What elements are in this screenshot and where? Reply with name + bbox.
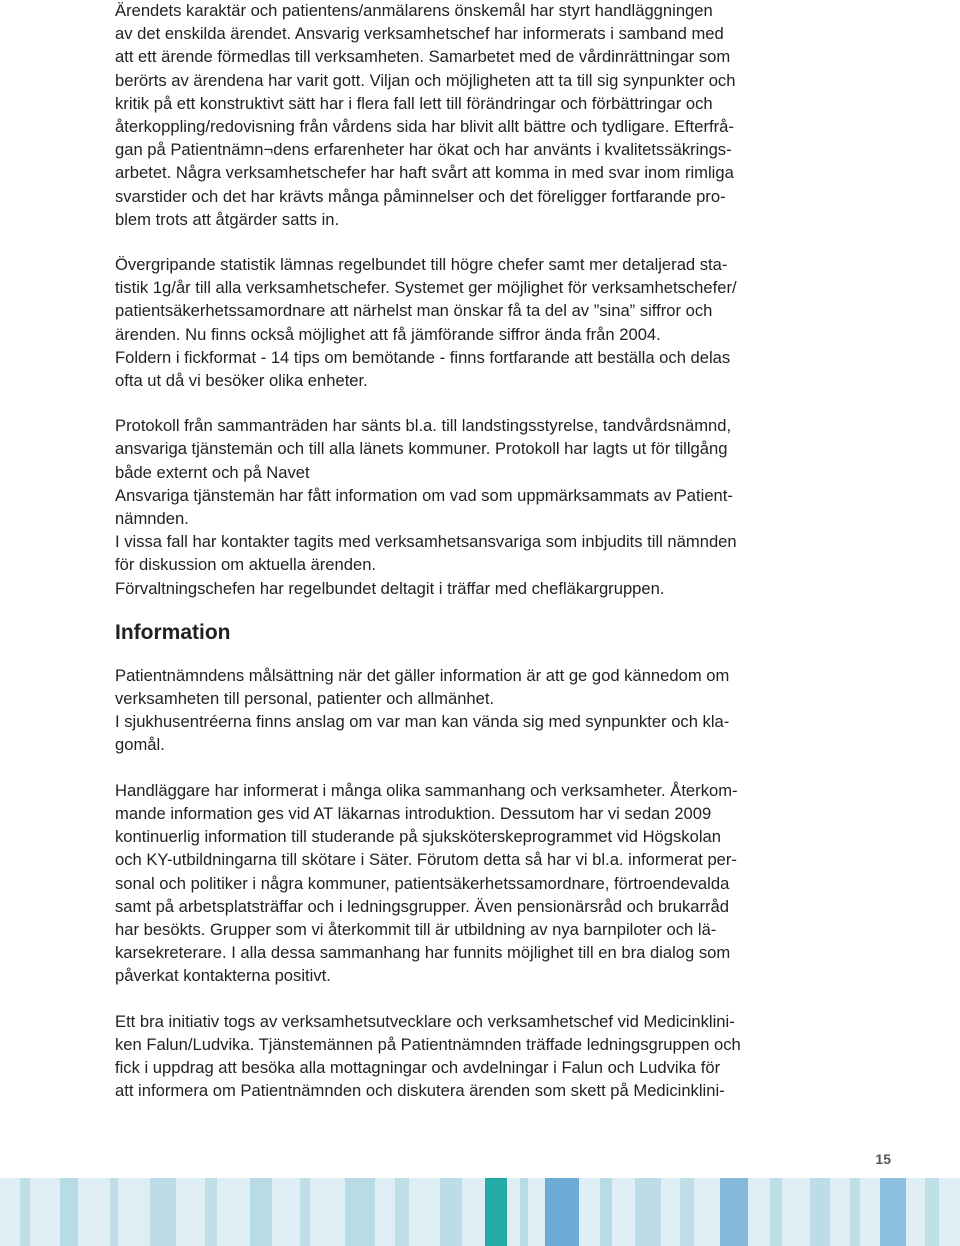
text-line: ofta ut då vi besöker olika enheter.	[115, 371, 368, 391]
text-line: verksamheten till personal, patienter och allmänhet.	[115, 689, 495, 709]
text-line: ansvariga tjänstemän och till alla länets kommuner. Protokoll har lagts ut för tillgång	[115, 439, 728, 459]
paragraph	[115, 664, 855, 757]
text-line: Protokoll från sammanträden har sänts bl.a. till landstingsstyrelse, tandvårdsnämnd,	[115, 416, 732, 436]
text-line: Handläggare har informerat i många olika sammanhang och verksamheter. Återkom-	[115, 780, 738, 800]
text-line: Ett bra initiativ togs av verksamhetsutvecklare och verksamhetschef vid Medicinklini-	[115, 1011, 735, 1031]
paragraph	[115, 0, 855, 231]
text-line: arbetet. Några verksamhetschefer har haft svårt att komma in med svar inom rimliga	[115, 163, 734, 183]
text-line: har besökts. Grupper som vi återkommit till är utbildning av nya barnpiloter och lä-	[115, 919, 717, 939]
text-line: svarstider och det har krävts många påminnelser och det föreligger fortfarande pro-	[115, 186, 726, 206]
band-stripe	[880, 1178, 906, 1246]
text-line: tistik 1g/år till alla verksamhetschefer. Systemet ger möjlighet för verksamhetschefer/	[115, 278, 737, 298]
text-line: sonal och politiker i några kommuner, patientsäkerhetssamordnare, förtroendevalda	[115, 873, 730, 893]
text-line: I sjukhusentréerna finns anslag om var man kan vända sig med synpunkter och kla-	[115, 712, 730, 732]
band-stripe	[810, 1178, 830, 1246]
text-line: Övergripande statistik lämnas regelbundet till högre chefer samt mer detaljerad sta-	[115, 255, 728, 275]
text-line: patientsäkerhetssamordnare att närhelst man önskar få ta del av ”sina” siffror och	[115, 301, 713, 321]
text-line: ärenden. Nu finns också möjlighet att få jämförande siffror ända från 2004.	[115, 324, 661, 344]
band-stripe	[250, 1178, 272, 1246]
band-stripe	[60, 1178, 78, 1246]
band-stripe	[395, 1178, 409, 1246]
text-line: nämnden.	[115, 509, 189, 529]
band-stripe	[520, 1178, 528, 1246]
text-line: av det enskilda ärendet. Ansvarig verksamhetschef har informerats i samband med	[115, 24, 724, 44]
band-stripe	[20, 1178, 30, 1246]
band-stripe	[770, 1178, 782, 1246]
text-line: påverkat kontakterna positivt.	[115, 966, 331, 986]
band-stripe	[440, 1178, 462, 1246]
text-line: kritik på ett konstruktivt sätt har i flera fall lett till förändringar och förbättringar och	[115, 93, 713, 113]
text-line: Ansvariga tjänstemän har fått information om vad som uppmärksammats av Patient-	[115, 485, 733, 505]
paragraph-gap	[115, 600, 855, 620]
band-stripe	[635, 1178, 661, 1246]
paragraph	[115, 779, 855, 988]
paragraph-gap	[115, 392, 855, 414]
band-stripe	[150, 1178, 176, 1246]
band-stripe	[485, 1178, 507, 1246]
text-line: återkoppling/redovisning från vårdens sida har blivit allt bättre och tydligare. Efterfrå-	[115, 117, 734, 137]
text-line: Patientnämndens målsättning när det gäller information är att ge god kännedom om	[115, 665, 730, 685]
text-line: och KY-utbildningarna till skötare i Säter. Förutom detta så har vi bl.a. informerat per-	[115, 850, 737, 870]
text-line: både externt och på Navet	[115, 462, 310, 482]
document-body	[115, 0, 855, 1102]
text-line: ken Falun/Ludvika. Tjänstemännen på Patientnämnden träffade ledningsgruppen och	[115, 1034, 741, 1054]
band-stripe	[345, 1178, 375, 1246]
paragraph-gap	[115, 988, 855, 1010]
paragraph-gap	[115, 646, 855, 664]
text-line: I vissa fall har kontakter tagits med verksamhetsansvariga som inbjudits till nämnden	[115, 532, 737, 552]
text-line: för diskussion om aktuella ärenden.	[115, 555, 377, 575]
text-line: att informera om Patientnämnden och diskutera ärenden som skett på Medicinklini-	[115, 1081, 725, 1101]
band-stripe	[850, 1178, 860, 1246]
band-stripe	[205, 1178, 217, 1246]
text-line: kontinuerlig information till studerande på sjuksköterskeprogrammet vid Högskolan	[115, 827, 721, 847]
band-stripe	[600, 1178, 612, 1246]
text-line: fick i uppdrag att besöka alla mottagningar och avdelningar i Falun och Ludvika för	[115, 1057, 721, 1077]
paragraph-gap	[115, 757, 855, 779]
section-heading: Information	[115, 620, 231, 644]
text-line: gomål.	[115, 735, 165, 755]
decorative-footer-band	[0, 1178, 960, 1246]
text-line: samt på arbetsplatsträffar och i ledningsgrupper. Även pensionärsråd och brukarråd	[115, 896, 730, 916]
paragraph-gap	[115, 231, 855, 253]
band-stripe	[925, 1178, 939, 1246]
text-line: Ärendets karaktär och patientens/anmälarens önskemål har styrt handläggningen	[115, 1, 713, 20]
band-stripe	[680, 1178, 694, 1246]
paragraph	[115, 1010, 855, 1103]
text-line: berörts av ärendena har varit gott. Viljan och möjligheten att ta till sig synpunkter och	[115, 70, 736, 90]
text-line: Foldern i fickformat - 14 tips om bemötande - finns fortfarande att beställa och delas	[115, 347, 731, 367]
page-number: 15	[875, 1151, 891, 1167]
paragraph	[115, 253, 855, 392]
paragraph	[115, 414, 855, 600]
band-stripe	[545, 1178, 579, 1246]
text-line: mande information ges vid AT läkarnas introduktion. Dessutom har vi sedan 2009	[115, 803, 712, 823]
text-line: att ett ärende förmedlas till verksamheten. Samarbetet med de vårdinrättningar som	[115, 47, 731, 67]
band-stripe	[300, 1178, 310, 1246]
band-stripe	[720, 1178, 748, 1246]
text-line: blem trots att åtgärder satts in.	[115, 209, 340, 229]
text-line: gan på Patientnämn¬dens erfarenheter har ökat och har använts i kvalitetssäkrings-	[115, 140, 732, 160]
text-line: karsekreterare. I alla dessa sammanhang har funnits möjlighet till en bra dialog som	[115, 943, 731, 963]
band-stripe	[110, 1178, 118, 1246]
text-line: Förvaltningschefen har regelbundet deltagit i träffar med chefläkargruppen.	[115, 578, 665, 598]
